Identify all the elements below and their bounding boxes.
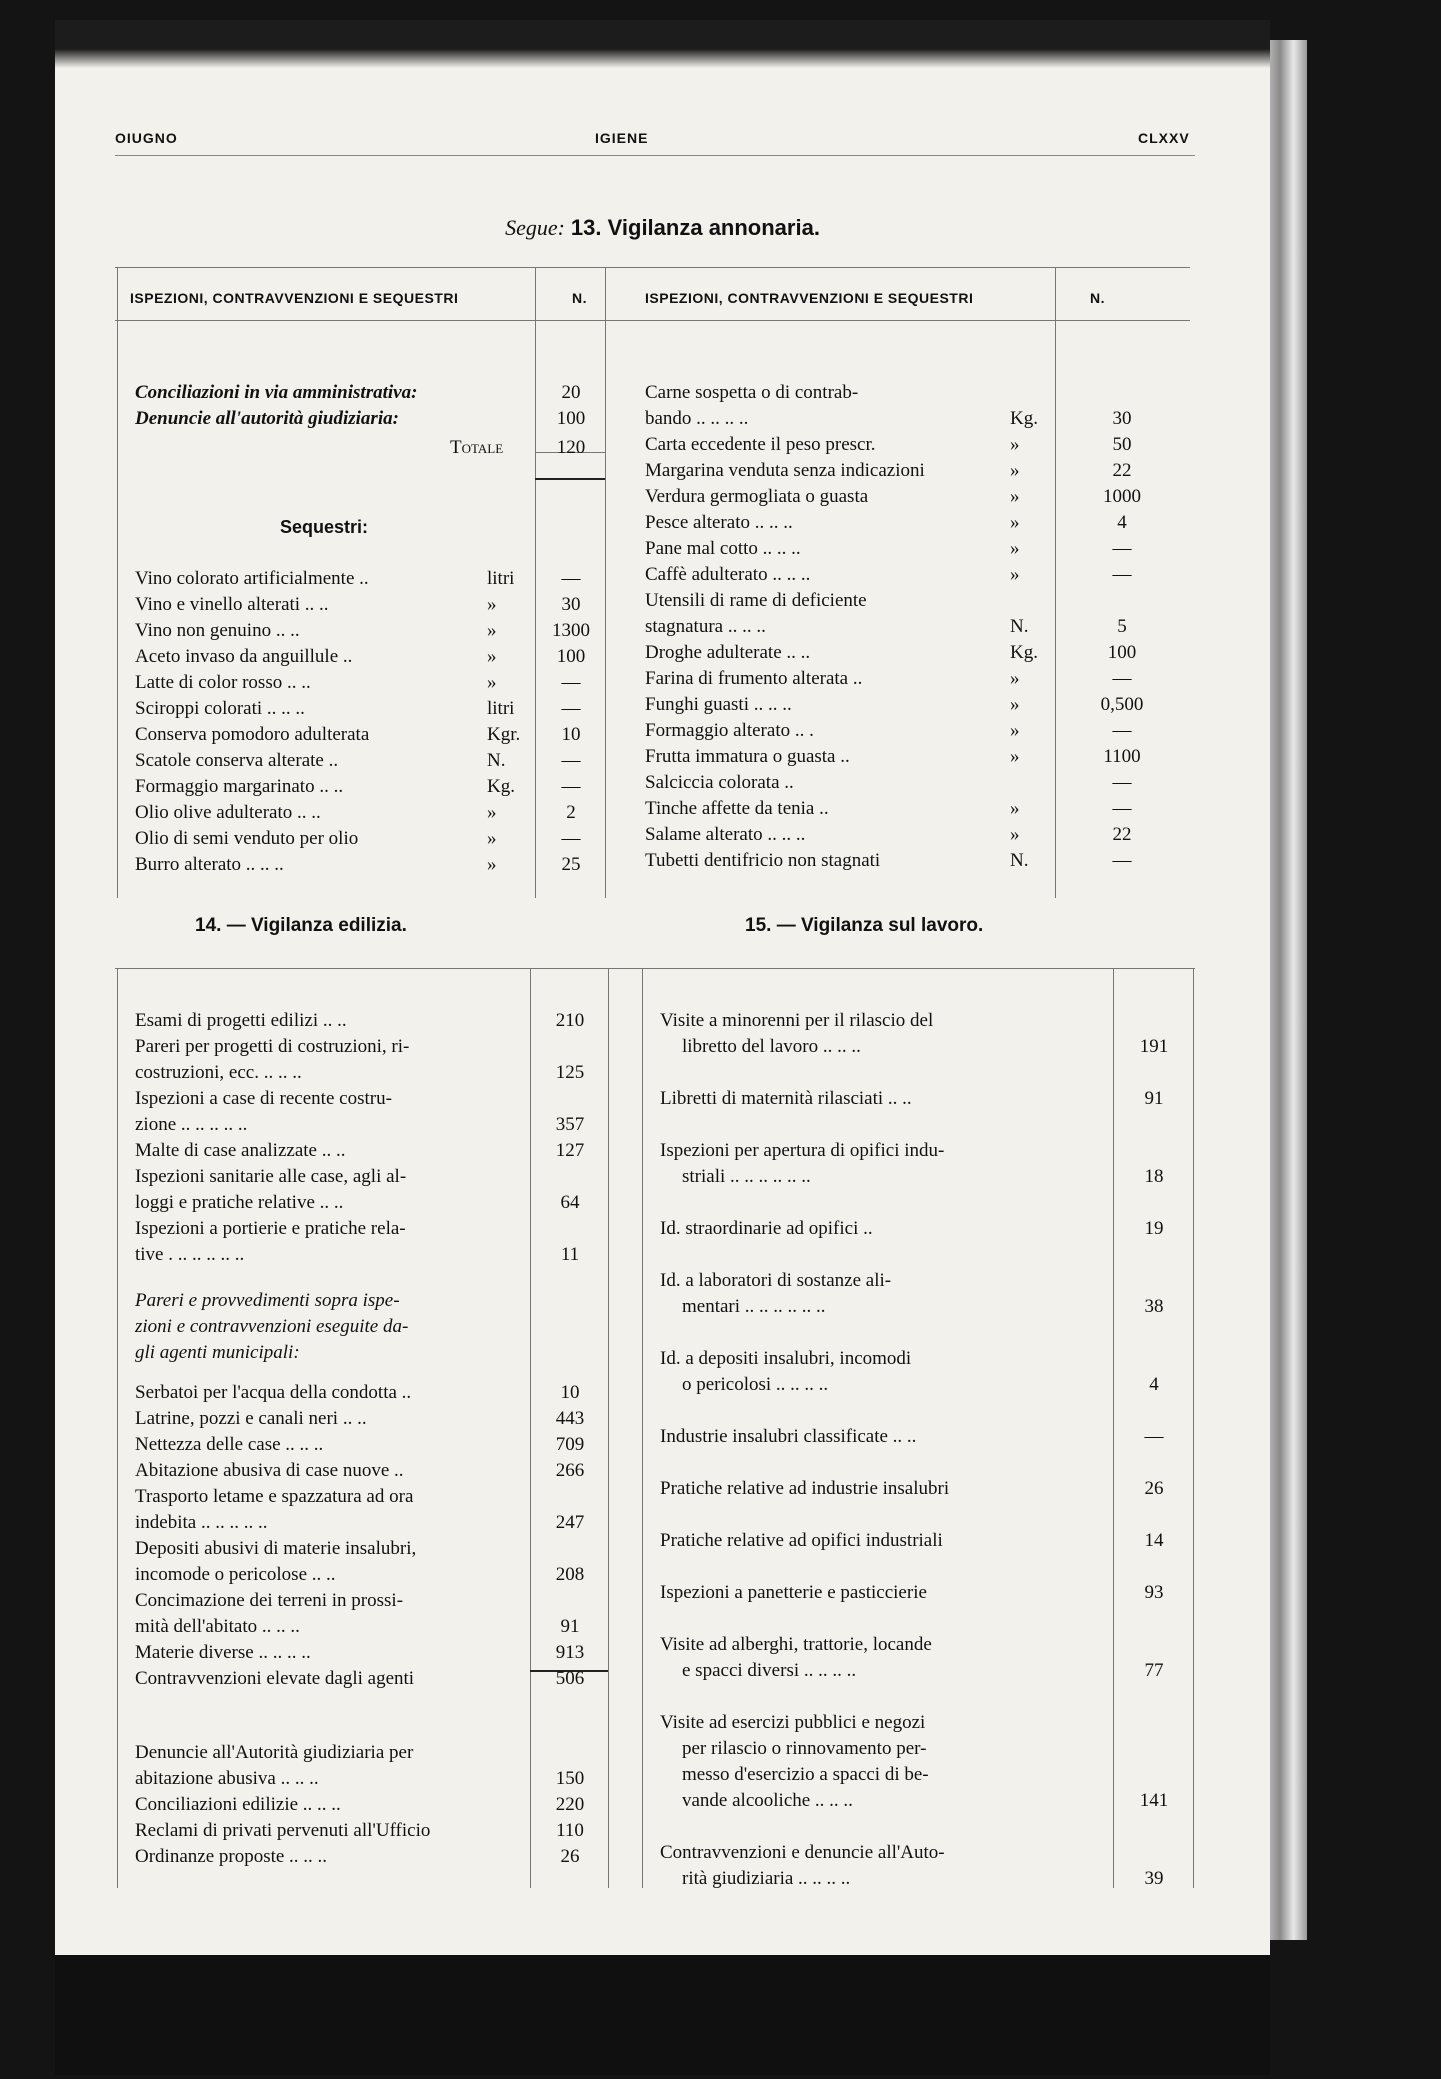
table-row-value: 38 bbox=[1144, 1296, 1164, 1317]
table15-top-rule bbox=[640, 968, 1195, 969]
table-row-value: 4 bbox=[1117, 512, 1127, 533]
table-row-unit: » bbox=[1010, 694, 1020, 715]
table-row-label: Pesce alterato .. .. .. bbox=[645, 512, 793, 533]
table-row-label: mità dell'abitato .. .. .. bbox=[135, 1616, 300, 1637]
table-row-label: incomode o pericolose .. .. bbox=[135, 1564, 336, 1585]
table-row-label: abitazione abusiva .. .. .. bbox=[135, 1768, 319, 1789]
table-row-label: Visite ad esercizi pubblici e negozi bbox=[660, 1712, 926, 1733]
table-row-value: 30 bbox=[561, 594, 581, 615]
scan-shadow bbox=[55, 20, 1270, 68]
table-row-label: Conciliazioni edilizie .. .. .. bbox=[135, 1794, 341, 1815]
table-row-unit: » bbox=[1010, 746, 1020, 767]
table-row-value: 26 bbox=[1144, 1478, 1164, 1499]
table-row-label: Conciliazioni in via amministrativa: bbox=[135, 382, 418, 403]
table13-col-divider-right bbox=[1055, 268, 1056, 898]
table-row-label: Ispezioni a panetterie e pasticcierie bbox=[660, 1582, 927, 1603]
table-row-unit: » bbox=[1010, 668, 1020, 689]
table-row-label: vande alcooliche .. .. .. bbox=[682, 1790, 853, 1811]
table-row-label: Esami di progetti edilizi .. .. bbox=[135, 1010, 347, 1031]
table-row-label: Denuncie all'Autorità giudiziaria per bbox=[135, 1742, 414, 1763]
table13-top-rule bbox=[115, 267, 1190, 268]
table-row-value: 26 bbox=[560, 1846, 580, 1867]
table-row-value: 100 bbox=[556, 646, 586, 667]
table-row-label: Scatole conserva alterate .. bbox=[135, 750, 339, 771]
table-row-label: e spacci diversi .. .. .. .. bbox=[682, 1660, 857, 1681]
table15-left-border bbox=[642, 968, 643, 1888]
table-row-label: Trasporto letame e spazzatura ad ora bbox=[135, 1486, 414, 1507]
table-row-label: Tinche affette da tenia .. bbox=[645, 798, 829, 819]
table-row-value: 22 bbox=[1112, 460, 1132, 481]
table-row-label: Latte di color rosso .. .. bbox=[135, 672, 311, 693]
table-row-value: 150 bbox=[555, 1768, 585, 1789]
table-row-label: Materie diverse .. .. .. .. bbox=[135, 1642, 311, 1663]
table15-right-border bbox=[1193, 968, 1194, 1888]
table-row-label: Ispezioni a case di recente costru- bbox=[135, 1088, 392, 1109]
col-header-right: ISPEZIONI, CONTRAVVENZIONI E SEQUESTRI bbox=[645, 290, 974, 306]
table-row-label: Ispezioni per apertura di opifici indu- bbox=[660, 1140, 945, 1161]
col-header-right-n: N. bbox=[1090, 290, 1105, 306]
table-row-label: Salciccia colorata .. bbox=[645, 772, 794, 793]
table-row-value: 64 bbox=[560, 1192, 580, 1213]
table-row-label: Carne sospetta o di contrab- bbox=[645, 382, 859, 403]
table-row-value: 125 bbox=[555, 1062, 585, 1083]
table-row-unit: » bbox=[487, 620, 497, 641]
table-row-value: 22 bbox=[1112, 824, 1132, 845]
table-row-value: — bbox=[1112, 772, 1132, 793]
table-row-unit: » bbox=[1010, 798, 1020, 819]
table-row-unit: » bbox=[487, 646, 497, 667]
table13-header-rule bbox=[115, 320, 1190, 321]
table-row-value: 0,500 bbox=[1100, 694, 1144, 715]
table-row-label: Verdura germogliata o guasta bbox=[645, 486, 869, 507]
table-row-label: Conserva pomodoro adulterata bbox=[135, 724, 370, 745]
table-row-unit: » bbox=[1010, 824, 1020, 845]
table14-col-divider bbox=[530, 968, 531, 1888]
table-row-label: zione .. .. .. .. .. bbox=[135, 1114, 248, 1135]
table-row-label: Visite ad alberghi, trattorie, locande bbox=[660, 1634, 932, 1655]
table-row-unit: » bbox=[487, 828, 497, 849]
table-row-unit: » bbox=[487, 594, 497, 615]
table15-col-divider bbox=[1113, 968, 1114, 1888]
table-row-label: Formaggio margarinato .. .. bbox=[135, 776, 344, 797]
table-row-label: o pericolosi .. .. .. .. bbox=[682, 1374, 829, 1395]
table-row-label: Nettezza delle case .. .. .. bbox=[135, 1434, 324, 1455]
table-row-label: Farina di frumento alterata .. bbox=[645, 668, 863, 689]
totale-underline bbox=[535, 478, 605, 480]
table-row-label: Pratiche relative ad opifici industriali bbox=[660, 1530, 943, 1551]
table-row-label: Serbatoi per l'acqua della condotta .. bbox=[135, 1382, 412, 1403]
table-row-unit: N. bbox=[487, 750, 506, 771]
table-row-label: Frutta immatura o guasta .. bbox=[645, 746, 850, 767]
table-row-label: messo d'esercizio a spacci di be- bbox=[682, 1764, 929, 1785]
table-row-label: Ispezioni a portierie e pratiche rela- bbox=[135, 1218, 406, 1239]
table-row-unit: Kgr. bbox=[487, 724, 521, 745]
table-row-value: — bbox=[1144, 1426, 1164, 1447]
col-header-left: ISPEZIONI, CONTRAVVENZIONI E SEQUESTRI bbox=[130, 290, 459, 306]
table-row-label: per rilascio o rinnovamento per- bbox=[682, 1738, 927, 1759]
table-row-unit: » bbox=[1010, 460, 1020, 481]
table-row-unit: » bbox=[1010, 434, 1020, 455]
table-row-label: Denuncie all'autorità giudiziaria: bbox=[135, 408, 399, 429]
table-row-label: bando .. .. .. .. bbox=[645, 408, 749, 429]
table-row-value: 247 bbox=[555, 1512, 585, 1533]
table-row-value: 18 bbox=[1144, 1166, 1164, 1187]
table-row-value: — bbox=[561, 698, 581, 719]
table-row-label: Carta eccedente il peso prescr. bbox=[645, 434, 876, 455]
scan-bottom-edge bbox=[55, 1955, 1270, 2075]
table-row-value: 357 bbox=[555, 1114, 585, 1135]
table-row-label: Reclami di privati pervenuti all'Ufficio bbox=[135, 1820, 431, 1841]
table-row-unit: Kg. bbox=[1010, 408, 1038, 429]
table-row-unit: Kg. bbox=[487, 776, 515, 797]
table-row-label: tive . .. .. .. .. .. bbox=[135, 1244, 245, 1265]
table-row-label: Id. a depositi insalubri, incomodi bbox=[660, 1348, 912, 1369]
table-row-label: Sciroppi colorati .. .. .. bbox=[135, 698, 305, 719]
totale-value: 120 bbox=[556, 437, 586, 458]
table-row-unit: N. bbox=[1010, 616, 1029, 637]
table-row-value: 77 bbox=[1144, 1660, 1164, 1681]
table-row-label: Industrie insalubri classificate .. .. bbox=[660, 1426, 917, 1447]
table14-top-rule bbox=[115, 968, 655, 969]
table-row-value: 93 bbox=[1144, 1582, 1164, 1603]
table-row-value: 5 bbox=[1117, 616, 1127, 637]
table-row-label: Vino colorato artificialmente .. bbox=[135, 568, 369, 589]
table-row-value: 100 bbox=[1107, 642, 1137, 663]
running-header-section: IGIENE bbox=[595, 130, 649, 146]
table-row-label: indebita .. .. .. .. .. bbox=[135, 1512, 268, 1533]
table-row-label: Abitazione abusiva di case nuove .. bbox=[135, 1460, 404, 1481]
table-row-value: 127 bbox=[555, 1140, 585, 1161]
table-row-label: Contravvenzioni elevate dagli agenti bbox=[135, 1668, 415, 1689]
table-row-label: Visite a minorenni per il rilascio del bbox=[660, 1010, 934, 1031]
table-row-value: — bbox=[1112, 668, 1132, 689]
table-row-label: Utensili di rame di deficiente bbox=[645, 590, 867, 611]
table-row-value: 25 bbox=[561, 854, 581, 875]
table-row-label: Depositi abusivi di materie insalubri, bbox=[135, 1538, 417, 1559]
table-row-unit: litri bbox=[487, 568, 515, 589]
header-rule bbox=[115, 155, 1195, 156]
table-row-value: 110 bbox=[556, 1820, 584, 1841]
table-row-label: stagnatura .. .. .. bbox=[645, 616, 766, 637]
table-row-label: costruzioni, ecc. .. .. .. bbox=[135, 1062, 302, 1083]
table-row-label: Ispezioni sanitarie alle case, agli al- bbox=[135, 1166, 407, 1187]
table-row-value: 20 bbox=[561, 382, 581, 403]
section-title-15: 15. — Vigilanza sul lavoro. bbox=[745, 915, 984, 936]
table-row-unit: » bbox=[1010, 512, 1020, 533]
table13-col-divider bbox=[535, 268, 536, 898]
table-row-label: Libretti di maternità rilasciati .. .. bbox=[660, 1088, 912, 1109]
table-row-value: 506 bbox=[555, 1668, 585, 1689]
table-row-label: Vino non genuino .. .. bbox=[135, 620, 300, 641]
table-row-value: — bbox=[1112, 538, 1132, 559]
table-row-unit: N. bbox=[1010, 850, 1029, 871]
table-row-label: Malte di case analizzate .. .. bbox=[135, 1140, 346, 1161]
table-row-label: Caffè adulterato .. .. .. bbox=[645, 564, 811, 585]
table-row-value: 14 bbox=[1144, 1530, 1164, 1551]
table-row-label: Pratiche relative ad industrie insalubri bbox=[660, 1478, 950, 1499]
sequestri-title: Sequestri: bbox=[280, 517, 369, 537]
table-row-unit: litri bbox=[487, 698, 515, 719]
table-row-label: Id. straordinarie ad opifici .. bbox=[660, 1218, 873, 1239]
table-row-label: Droghe adulterate .. .. bbox=[645, 642, 811, 663]
table14-left-border bbox=[117, 968, 118, 1888]
table-row-unit: » bbox=[487, 854, 497, 875]
table-row-value: 1000 bbox=[1103, 486, 1141, 507]
pareri-heading-line: zioni e contravvenzioni eseguite da- bbox=[135, 1316, 409, 1337]
pareri-heading-line: gli agenti municipali: bbox=[135, 1342, 300, 1363]
table-row-value: — bbox=[561, 672, 581, 693]
table-row-value: — bbox=[1112, 798, 1132, 819]
table-row-unit: Kg. bbox=[1010, 642, 1038, 663]
table-row-unit: » bbox=[487, 802, 497, 823]
table-row-value: 100 bbox=[556, 408, 586, 429]
title-text: 13. Vigilanza annonaria. bbox=[570, 215, 820, 240]
table-row-label: striali .. .. .. .. .. .. bbox=[682, 1166, 811, 1187]
table-row-value: — bbox=[1112, 850, 1132, 871]
table-row-label: rità giudiziaria .. .. .. .. bbox=[682, 1868, 851, 1889]
table-row-label: Burro alterato .. .. .. bbox=[135, 854, 284, 875]
table-row-value: 220 bbox=[555, 1794, 585, 1815]
table-row-value: — bbox=[561, 568, 581, 589]
table-row-value: 1300 bbox=[552, 620, 590, 641]
table-row-value: 39 bbox=[1144, 1868, 1164, 1889]
document-page bbox=[55, 20, 1270, 1955]
table-row-unit: » bbox=[487, 672, 497, 693]
table-row-label: Formaggio alterato .. . bbox=[645, 720, 814, 741]
table-row-value: 10 bbox=[561, 724, 581, 745]
col-header-left-n: N. bbox=[572, 290, 587, 306]
table-row-value: 11 bbox=[560, 1244, 580, 1265]
table-row-value: 913 bbox=[555, 1642, 585, 1663]
running-header-month: OIUGNO bbox=[115, 130, 178, 146]
table-row-value: 91 bbox=[1144, 1088, 1164, 1109]
table-row-value: — bbox=[561, 750, 581, 771]
table-row-value: 10 bbox=[560, 1382, 580, 1403]
table-row-label: Pane mal cotto .. .. .. bbox=[645, 538, 801, 559]
page-number: CLXXV bbox=[1138, 130, 1190, 146]
table-row-value: 709 bbox=[555, 1434, 585, 1455]
table14-right-border bbox=[608, 968, 609, 1888]
table-row-value: 210 bbox=[555, 1010, 585, 1031]
title-prefix: Segue: bbox=[505, 215, 565, 240]
table-row-value: 4 bbox=[1149, 1374, 1159, 1395]
table-row-value: 50 bbox=[1112, 434, 1132, 455]
table-row-label: Funghi guasti .. .. .. bbox=[645, 694, 792, 715]
table-row-label: Concimazione dei terreni in prossi- bbox=[135, 1590, 404, 1611]
table-row-value: 443 bbox=[555, 1408, 585, 1429]
table-row-label: Olio di semi venduto per olio bbox=[135, 828, 359, 849]
table-row-label: Id. a laboratori di sostanze ali- bbox=[660, 1270, 892, 1291]
table-row-label: Aceto invaso da anguillule .. bbox=[135, 646, 353, 667]
table-row-value: 191 bbox=[1139, 1036, 1169, 1057]
totale-label: Totale bbox=[450, 437, 504, 458]
section-title-14: 14. — Vigilanza edilizia. bbox=[195, 915, 407, 936]
table-row-value: 19 bbox=[1144, 1218, 1164, 1239]
table13-mid-divider bbox=[605, 268, 606, 898]
table-row-label: mentari .. .. .. .. .. .. bbox=[682, 1296, 826, 1317]
table-row-label: Olio olive adulterato .. .. bbox=[135, 802, 321, 823]
table-row-label: Pareri per progetti di costruzioni, ri- bbox=[135, 1036, 410, 1057]
table-row-label: Vino e vinello alterati .. .. bbox=[135, 594, 329, 615]
table-row-value: — bbox=[1112, 564, 1132, 585]
table-row-value: — bbox=[561, 776, 581, 797]
pareri-heading-line: Pareri e provvedimenti sopra ispe- bbox=[135, 1290, 400, 1311]
table-row-value: 2 bbox=[566, 802, 576, 823]
table-row-unit: » bbox=[1010, 538, 1020, 559]
table-row-value: 91 bbox=[560, 1616, 580, 1637]
table-row-label: Latrine, pozzi e canali neri .. .. bbox=[135, 1408, 367, 1429]
table-row-label: Margarina venduta senza indicazioni bbox=[645, 460, 925, 481]
table-row-label: Ordinanze proposte .. .. .. bbox=[135, 1846, 328, 1867]
section-title-13 bbox=[55, 215, 1270, 241]
table-row-label: loggi e pratiche relative .. .. bbox=[135, 1192, 344, 1213]
table-row-value: 141 bbox=[1139, 1790, 1169, 1811]
table-row-value: 266 bbox=[555, 1460, 585, 1481]
table-row-value: 208 bbox=[555, 1564, 585, 1585]
table-row-value: — bbox=[561, 828, 581, 849]
table-row-unit: » bbox=[1010, 720, 1020, 741]
table-row-unit: » bbox=[1010, 486, 1020, 507]
table-row-unit: » bbox=[1010, 564, 1020, 585]
table-row-label: Salame alterato .. .. .. bbox=[645, 824, 806, 845]
table-row-label: libretto del lavoro .. .. .. bbox=[682, 1036, 861, 1057]
table-row-value: 30 bbox=[1112, 408, 1132, 429]
table-row-value: — bbox=[1112, 720, 1132, 741]
table13-left-border bbox=[117, 268, 118, 898]
table-row-label: Contravvenzioni e denuncie all'Auto- bbox=[660, 1842, 945, 1863]
table-row-label: Tubetti dentifricio non stagnati bbox=[645, 850, 881, 871]
table-row-value: 1100 bbox=[1103, 746, 1141, 767]
